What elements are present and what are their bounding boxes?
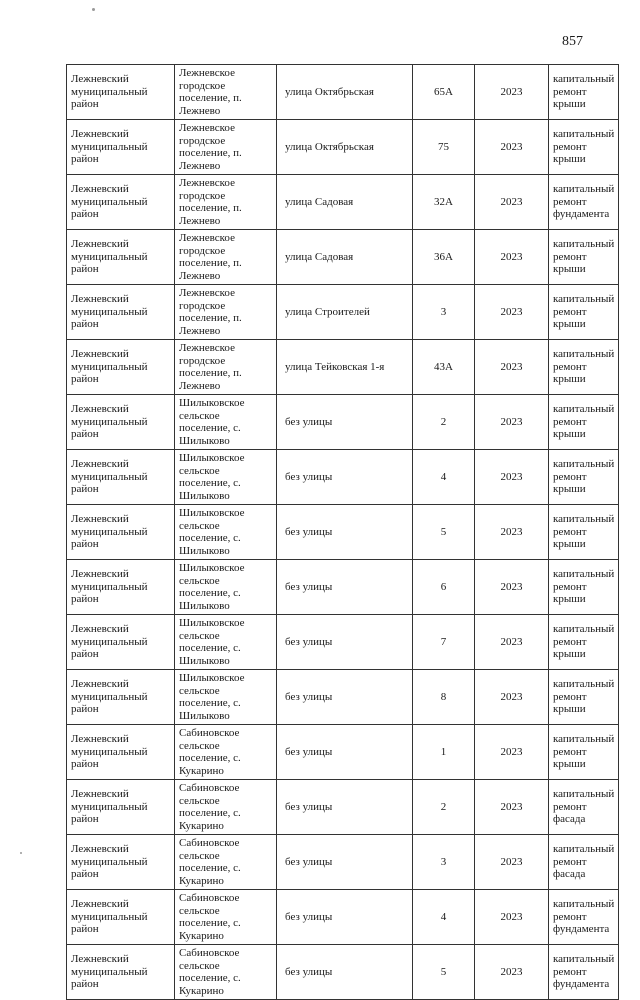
settlement-cell: Лежневское городское поселение, п. Лежнево [175,65,277,120]
work-type-cell: капитальный ремонт крыши [549,230,619,285]
street-cell: улица Октябрьская [277,65,413,120]
settlement-cell: Шилыковское сельское поселение, с. Шилыково [175,670,277,725]
year-cell: 2023 [475,780,549,835]
year-cell: 2023 [475,560,549,615]
repair-schedule-table [66,64,619,1000]
work-type-cell: капитальный ремонт крыши [549,560,619,615]
street-cell: без улицы [277,395,413,450]
house-number-cell: 7 [413,615,475,670]
year-cell: 2023 [475,450,549,505]
table-row [67,890,619,945]
work-type-cell: капитальный ремонт крыши [549,65,619,120]
district-cell: Лежневский муниципальный район [67,65,175,120]
work-type-cell: капитальный ремонт фундамента [549,945,619,1000]
year-cell: 2023 [475,890,549,945]
work-type-cell: капитальный ремонт крыши [549,395,619,450]
street-cell: без улицы [277,450,413,505]
district-cell: Лежневский муниципальный район [67,505,175,560]
street-cell: без улицы [277,725,413,780]
house-number-cell: 2 [413,780,475,835]
street-cell: без улицы [277,615,413,670]
year-cell: 2023 [475,65,549,120]
settlement-cell: Сабиновское сельское поселение, с. Кукарино [175,780,277,835]
house-number-cell: 43А [413,340,475,395]
year-cell: 2023 [475,285,549,340]
year-cell: 2023 [475,670,549,725]
district-cell: Лежневский муниципальный район [67,175,175,230]
house-number-cell: 36А [413,230,475,285]
district-cell: Лежневский муниципальный район [67,890,175,945]
table-row [67,285,619,340]
house-number-cell: 8 [413,670,475,725]
street-cell: улица Строителей [277,285,413,340]
street-cell: без улицы [277,945,413,1000]
district-cell: Лежневский муниципальный район [67,120,175,175]
table-row [67,230,619,285]
table-row [67,120,619,175]
table-row [67,450,619,505]
street-cell: без улицы [277,670,413,725]
work-type-cell: капитальный ремонт крыши [549,340,619,395]
district-cell: Лежневский муниципальный район [67,835,175,890]
scan-speck [92,8,95,11]
year-cell: 2023 [475,835,549,890]
work-type-cell: капитальный ремонт крыши [549,505,619,560]
work-type-cell: капитальный ремонт крыши [549,615,619,670]
street-cell: без улицы [277,560,413,615]
work-type-cell: капитальный ремонт фасада [549,835,619,890]
district-cell: Лежневский муниципальный район [67,780,175,835]
district-cell: Лежневский муниципальный район [67,395,175,450]
house-number-cell: 3 [413,835,475,890]
page-number: 857 [562,34,583,49]
table-row [67,835,619,890]
street-cell: улица Садовая [277,230,413,285]
street-cell: без улицы [277,890,413,945]
work-type-cell: капитальный ремонт крыши [549,285,619,340]
street-cell: без улицы [277,505,413,560]
settlement-cell: Сабиновское сельское поселение, с. Кукарино [175,835,277,890]
table-row [67,395,619,450]
work-type-cell: капитальный ремонт крыши [549,670,619,725]
house-number-cell: 4 [413,450,475,505]
house-number-cell: 3 [413,285,475,340]
street-cell: без улицы [277,780,413,835]
settlement-cell: Шилыковское сельское поселение, с. Шилыково [175,615,277,670]
district-cell: Лежневский муниципальный район [67,340,175,395]
settlement-cell: Лежневское городское поселение, п. Лежнево [175,340,277,395]
district-cell: Лежневский муниципальный район [67,725,175,780]
street-cell: улица Октябрьская [277,120,413,175]
table-row [67,945,619,1000]
house-number-cell: 1 [413,725,475,780]
table-row [67,65,619,120]
year-cell: 2023 [475,615,549,670]
year-cell: 2023 [475,725,549,780]
house-number-cell: 65А [413,65,475,120]
year-cell: 2023 [475,230,549,285]
table-row [67,175,619,230]
house-number-cell: 75 [413,120,475,175]
district-cell: Лежневский муниципальный район [67,945,175,1000]
year-cell: 2023 [475,120,549,175]
table-row [67,340,619,395]
work-type-cell: капитальный ремонт фундамента [549,175,619,230]
settlement-cell: Лежневское городское поселение, п. Лежнево [175,120,277,175]
district-cell: Лежневский муниципальный район [67,285,175,340]
work-type-cell: капитальный ремонт фасада [549,780,619,835]
settlement-cell: Лежневское городское поселение, п. Лежнево [175,175,277,230]
table-row [67,725,619,780]
settlement-cell: Сабиновское сельское поселение, с. Кукарино [175,725,277,780]
street-cell: улица Садовая [277,175,413,230]
street-cell: без улицы [277,835,413,890]
work-type-cell: капитальный ремонт крыши [549,450,619,505]
house-number-cell: 5 [413,505,475,560]
house-number-cell: 32А [413,175,475,230]
settlement-cell: Лежневское городское поселение, п. Лежнево [175,285,277,340]
settlement-cell: Сабиновское сельское поселение, с. Кукарино [175,890,277,945]
house-number-cell: 5 [413,945,475,1000]
settlement-cell: Шилыковское сельское поселение, с. Шилыково [175,395,277,450]
scan-speck [20,852,22,854]
year-cell: 2023 [475,945,549,1000]
district-cell: Лежневский муниципальный район [67,450,175,505]
work-type-cell: капитальный ремонт крыши [549,725,619,780]
table-row [67,780,619,835]
district-cell: Лежневский муниципальный район [67,670,175,725]
work-type-cell: капитальный ремонт фундамента [549,890,619,945]
settlement-cell: Шилыковское сельское поселение, с. Шилыково [175,560,277,615]
table-row [67,560,619,615]
year-cell: 2023 [475,395,549,450]
settlement-cell: Сабиновское сельское поселение, с. Кукарино [175,945,277,1000]
work-type-cell: капитальный ремонт крыши [549,120,619,175]
settlement-cell: Лежневское городское поселение, п. Лежнево [175,230,277,285]
house-number-cell: 4 [413,890,475,945]
settlement-cell: Шилыковское сельское поселение, с. Шилыково [175,450,277,505]
year-cell: 2023 [475,175,549,230]
street-cell: улица Тейковская 1-я [277,340,413,395]
year-cell: 2023 [475,505,549,560]
district-cell: Лежневский муниципальный район [67,560,175,615]
district-cell: Лежневский муниципальный район [67,230,175,285]
year-cell: 2023 [475,340,549,395]
settlement-cell: Шилыковское сельское поселение, с. Шилыково [175,505,277,560]
table-row [67,615,619,670]
table-row [67,670,619,725]
house-number-cell: 6 [413,560,475,615]
table-row [67,505,619,560]
house-number-cell: 2 [413,395,475,450]
district-cell: Лежневский муниципальный район [67,615,175,670]
